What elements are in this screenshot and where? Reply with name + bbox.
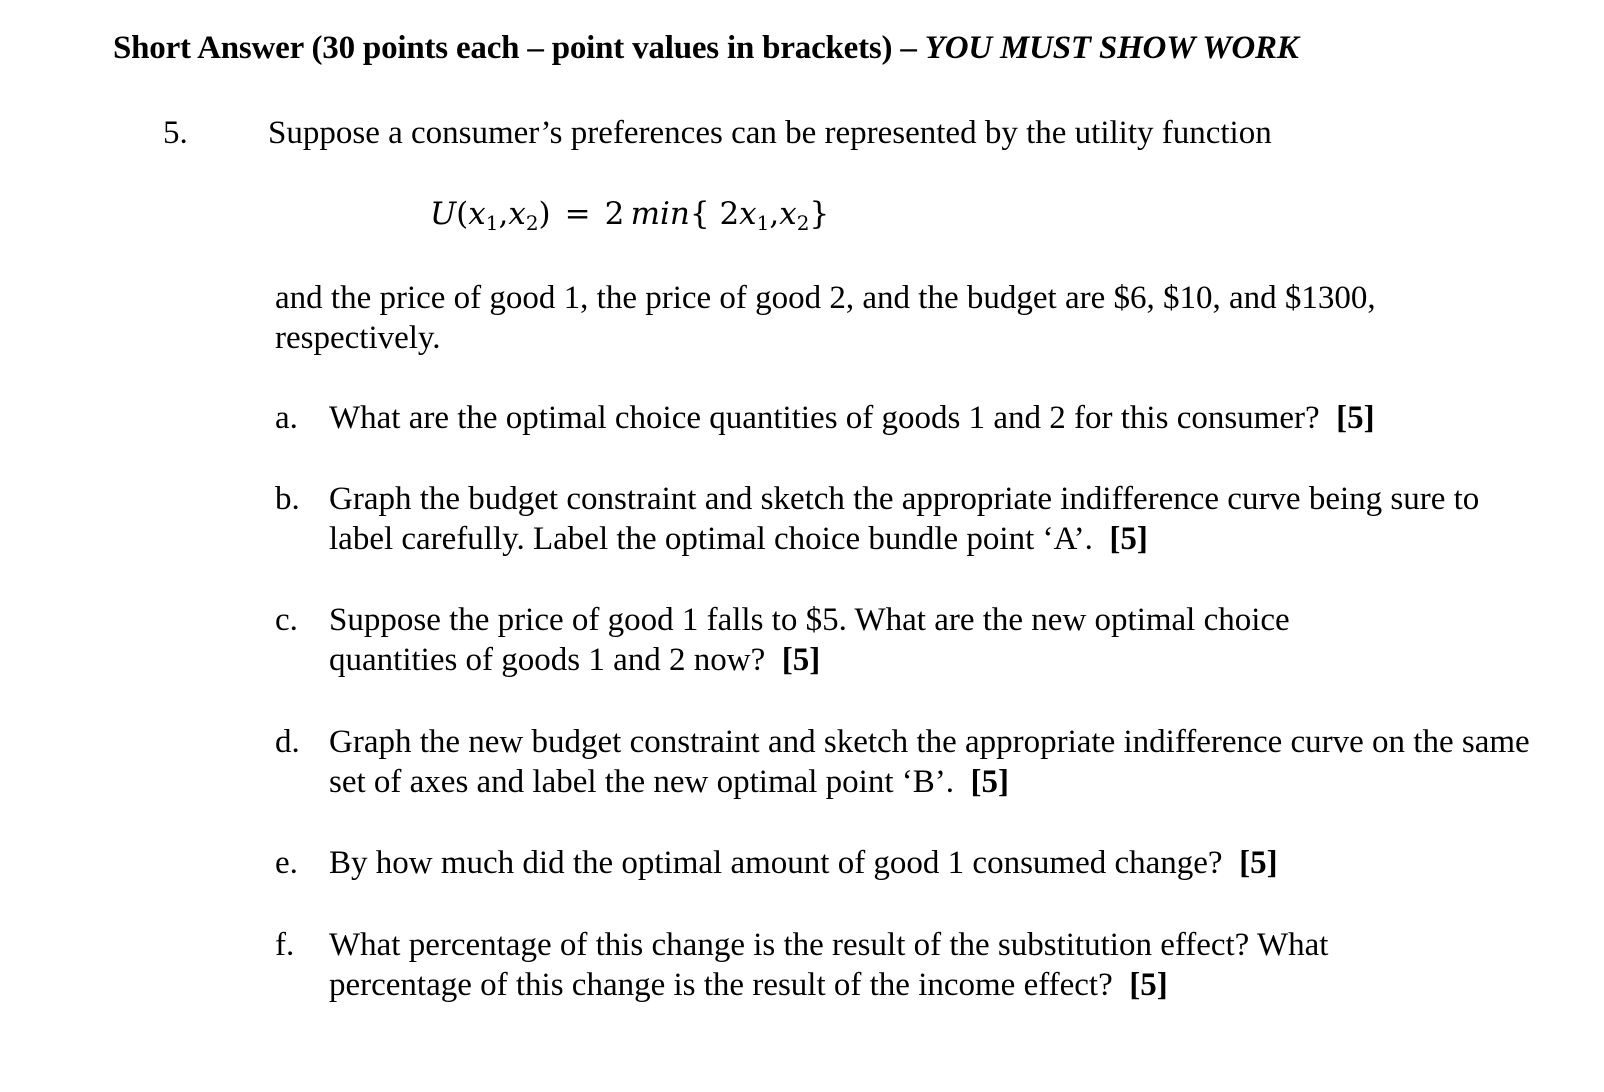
part-d xyxy=(275,722,1565,802)
heading-emphasis: YOU MUST SHOW WORK xyxy=(924,30,1299,66)
part-text: Graph the new budget constraint and sketch the appropriate indifference curve on the same set of axes and label the new optimal point ‘B’. xyxy=(329,724,1530,800)
part-text: Graph the budget constraint and sketch the appropriate indifference curve being sure to label carefully. Label the optimal choice bundle point ‘A’. xyxy=(329,481,1480,557)
part-letter: c. xyxy=(275,602,298,638)
part-e xyxy=(275,843,1535,883)
part-text: By how much did the optimal amount of good 1 consumed change? xyxy=(329,845,1223,881)
part-f xyxy=(275,925,1535,1005)
utility-equation: $U(x_1,x_2) = 2$ min{ $2x_1,x_2$} xyxy=(430,196,830,235)
part-letter: e. xyxy=(275,845,298,881)
part-points: [5] xyxy=(1129,967,1168,1003)
part-text: What percentage of this change is the result of the substitution effect? What percentage of this change is the result of the income effect? xyxy=(329,927,1329,1003)
question-intro: Suppose a consumer’s preferences can be represented by the utility function xyxy=(268,115,1272,151)
part-letter: a. xyxy=(275,400,298,436)
part-a xyxy=(275,398,1535,438)
part-points: [5] xyxy=(970,764,1009,800)
part-points: [5] xyxy=(1336,400,1375,436)
part-c xyxy=(275,600,1535,680)
part-text: What are the optimal choice quantities of goods 1 and 2 for this consumer? xyxy=(329,400,1320,436)
heading-main: Short Answer (30 points each – point values in brackets) – xyxy=(113,30,925,66)
section-heading xyxy=(113,30,1299,67)
part-b xyxy=(275,479,1535,559)
part-letter: d. xyxy=(275,724,300,760)
part-text: Suppose the price of good 1 falls to $5. What are the new optimal choice quantities of goods 1 and 2 now? xyxy=(329,602,1290,678)
question-context: and the price of good 1, the price of good 2, and the budget are $6, $10, and $1300, respectively. xyxy=(275,280,1376,356)
question-number: 5. xyxy=(163,115,188,151)
part-points: [5] xyxy=(1109,521,1148,557)
part-letter: b. xyxy=(275,481,300,517)
part-points: [5] xyxy=(1239,845,1278,881)
part-letter: f. xyxy=(275,927,295,963)
part-points: [5] xyxy=(781,642,821,678)
